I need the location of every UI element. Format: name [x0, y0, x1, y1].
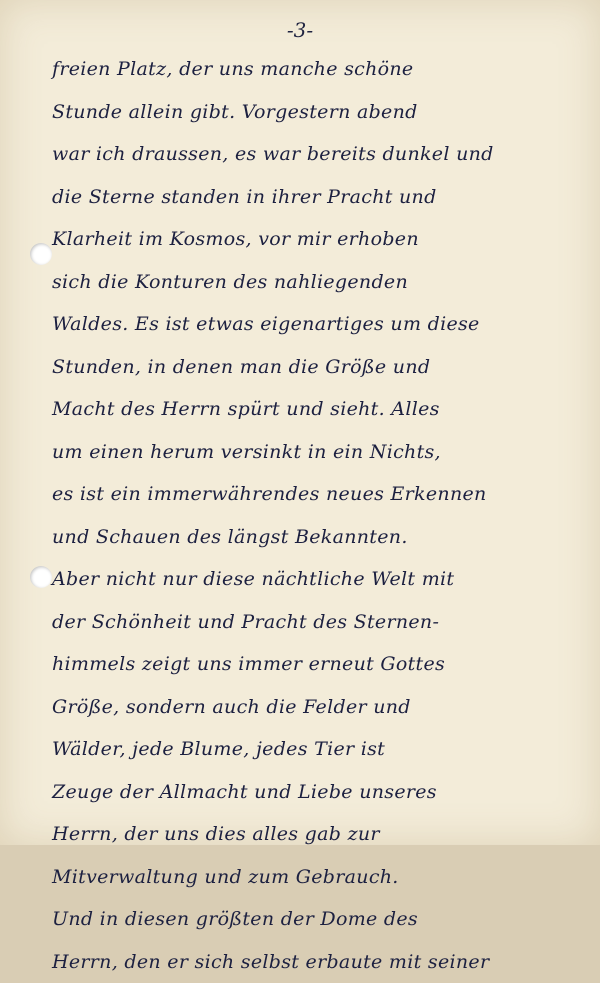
text-line: Macht des Herrn spürt und sieht. Alles: [52, 388, 592, 431]
text-line: die Sterne standen in ihrer Pracht und: [52, 176, 592, 219]
text-line: Herrn, den er sich selbst erbaute mit seiner: [52, 941, 592, 983]
text-line: um einen herum versinkt in ein Nichts,: [52, 431, 592, 474]
text-line: Waldes. Es ist etwas eigenartiges um diese: [52, 303, 592, 346]
text-line: Aber nicht nur diese nächtliche Welt mit: [52, 558, 592, 601]
text-line: und Schauen des längst Bekannten.: [52, 516, 592, 559]
text-line: Stunden, in denen man die Größe und: [52, 346, 592, 389]
text-line: freien Platz, der uns manche schöne: [52, 48, 592, 91]
text-line: Und in diesen größten der Dome des: [52, 898, 592, 941]
text-line: himmels zeigt uns immer erneut Gottes: [52, 643, 592, 686]
text-line: sich die Konturen des nahliegenden: [52, 261, 592, 304]
text-line: Stunde allein gibt. Vorgestern abend: [52, 91, 592, 134]
text-line: es ist ein immerwährendes neues Erkennen: [52, 473, 592, 516]
text-line: der Schönheit und Pracht des Sternen-: [52, 601, 592, 644]
text-line: Zeuge der Allmacht und Liebe unseres: [52, 771, 592, 814]
text-line: Herrn, der uns dies alles gab zur: [52, 813, 592, 856]
punch-hole-bottom: [30, 566, 52, 588]
text-line: Klarheit im Kosmos, vor mir erhoben: [52, 218, 592, 261]
punch-hole-top: [30, 243, 52, 265]
text-line: Mitverwaltung und zum Gebrauch.: [52, 856, 592, 899]
text-line: Größe, sondern auch die Felder und: [52, 686, 592, 729]
text-line: Wälder, jede Blume, jedes Tier ist: [52, 728, 592, 771]
text-line: war ich draussen, es war bereits dunkel und: [52, 133, 592, 176]
page-number: -3-: [0, 18, 600, 42]
handwritten-text-block: [52, 48, 592, 983]
